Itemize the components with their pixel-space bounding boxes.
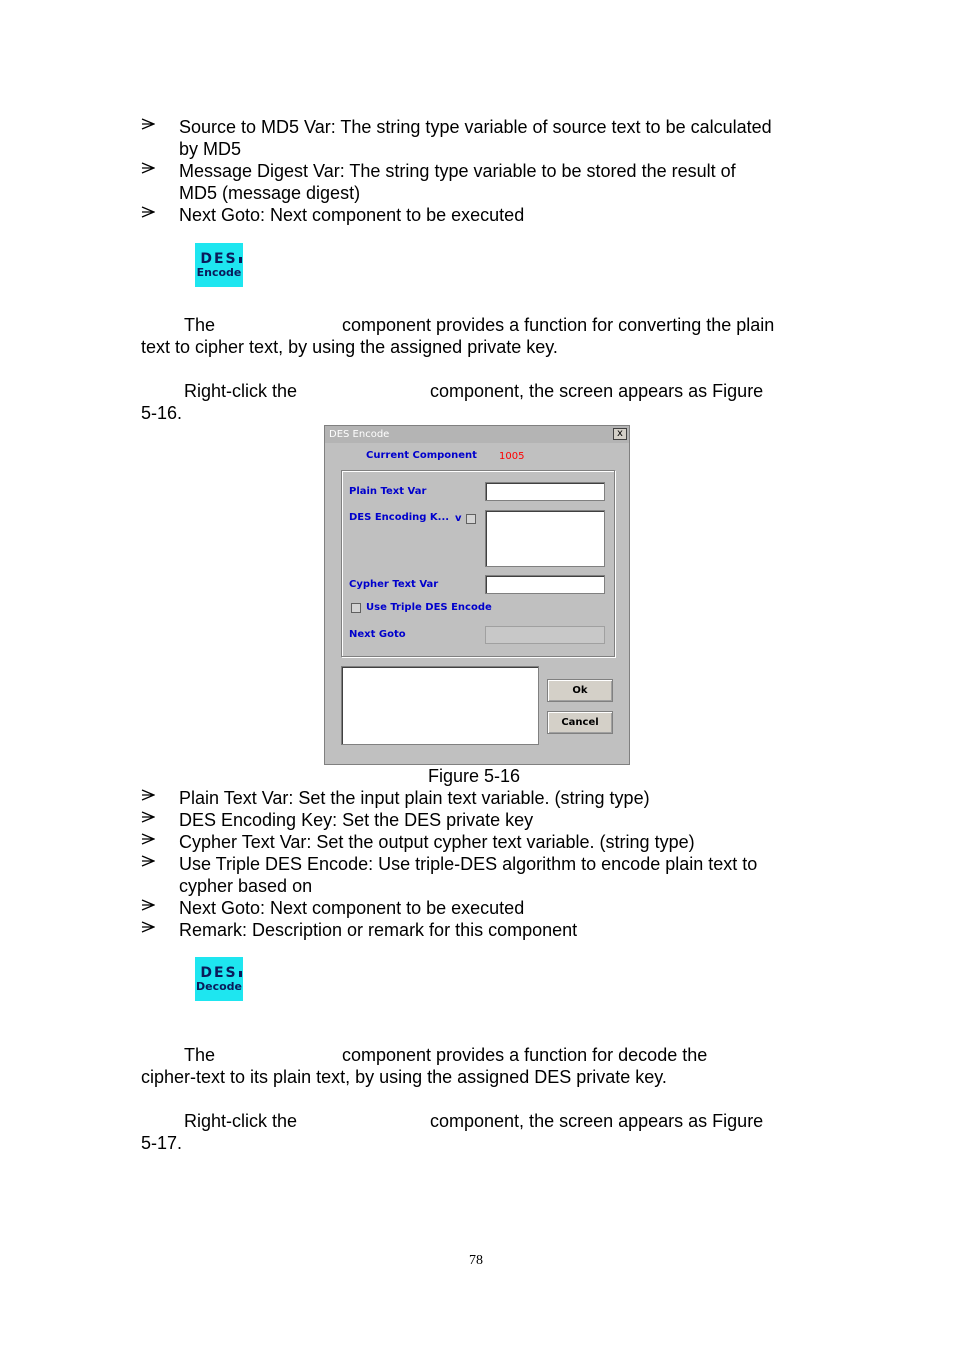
paragraph-text: The [184,1045,216,1065]
paragraph-text: component provides a function for decode the [342,1045,708,1065]
bullet-text: Source to MD5 Var: The string type variable of source text to be calculated [179,117,772,137]
bullet-text: DES Encoding Key: Set the DES private key [179,810,534,830]
des-key-var-flag: v [455,513,462,524]
current-component-label: Current Component [366,450,477,461]
icon-label-big: DES [200,251,238,267]
paragraph-text: text to cipher text, by using the assigned private key. [141,337,558,357]
plain-text-var-label: Plain Text Var [349,486,427,497]
paragraph-text: Right-click the [184,1111,298,1131]
bullet-text: Next Goto: Next component to be executed [179,898,525,918]
next-goto-label: Next Goto [349,629,406,640]
triple-des-checkbox[interactable] [351,603,361,613]
bullet-text: Cypher Text Var: Set the output cypher text variable. (string type) [179,832,695,852]
remark-textarea[interactable] [341,666,539,745]
des-decode-icon [195,957,243,1001]
bullet-text: Next Goto: Next component to be executed [179,205,525,225]
arrow-bullet-icon [141,855,155,867]
figure-caption: Figure 5-16 [428,766,521,786]
cypher-text-var-input[interactable] [485,575,605,594]
cypher-text-var-label: Cypher Text Var [349,579,439,590]
plain-text-var-input[interactable] [485,482,605,501]
bullet-text: Message Digest Var: The string type variable to be stored the result of [179,161,736,181]
cancel-button[interactable]: Cancel [547,711,613,734]
bullet-text: by MD5 [179,139,242,159]
des-key-var-checkbox[interactable] [466,514,476,524]
paragraph-text: component provides a function for converting the plain [342,315,775,335]
des-encoding-key-textarea[interactable] [485,510,605,567]
arrow-bullet-icon [141,206,155,218]
bullet-text: Remark: Description or remark for this component [179,920,578,940]
ok-button[interactable]: Ok [547,679,613,702]
triple-des-label: Use Triple DES Encode [366,602,492,613]
arrow-bullet-icon [141,899,155,911]
arrow-bullet-icon [141,811,155,823]
dialog-title: DES Encode [325,426,629,443]
paragraph-text: 5-17. [141,1133,183,1153]
arrow-bullet-icon [141,789,155,801]
paragraph-text: The [184,315,216,335]
paragraph-text: cipher-text to its plain text, by using the assigned DES private key. [141,1067,667,1087]
des-encode-icon [195,243,243,287]
icon-label-small: Decode [195,980,242,993]
des-encoding-key-label: DES Encoding K... [349,512,450,523]
arrow-bullet-icon [141,162,155,174]
des-encode-dialog [324,425,630,765]
bullet-text: MD5 (message digest) [179,183,361,203]
arrow-bullet-icon [141,833,155,845]
bullet-text: Use Triple DES Encode: Use triple-DES algorithm to encode plain text to [179,854,758,874]
paragraph-text: component, the screen appears as Figure [430,381,764,401]
close-icon[interactable]: x [613,428,627,440]
icon-label-big: DES [200,965,238,981]
arrow-bullet-icon [141,921,155,933]
bullet-text: Plain Text Var: Set the input plain text variable. (string type) [179,788,650,808]
page-number: 78 [469,1253,483,1268]
arrow-bullet-icon [141,118,155,130]
paragraph-text: component, the screen appears as Figure [430,1111,764,1131]
icon-label-small: Encode [196,266,242,279]
bullet-text: cypher based on [179,876,313,896]
current-component-value: 1005 [499,451,525,462]
next-goto-field [485,626,605,644]
paragraph-text: 5-16. [141,403,183,423]
paragraph-text: Right-click the [184,381,298,401]
